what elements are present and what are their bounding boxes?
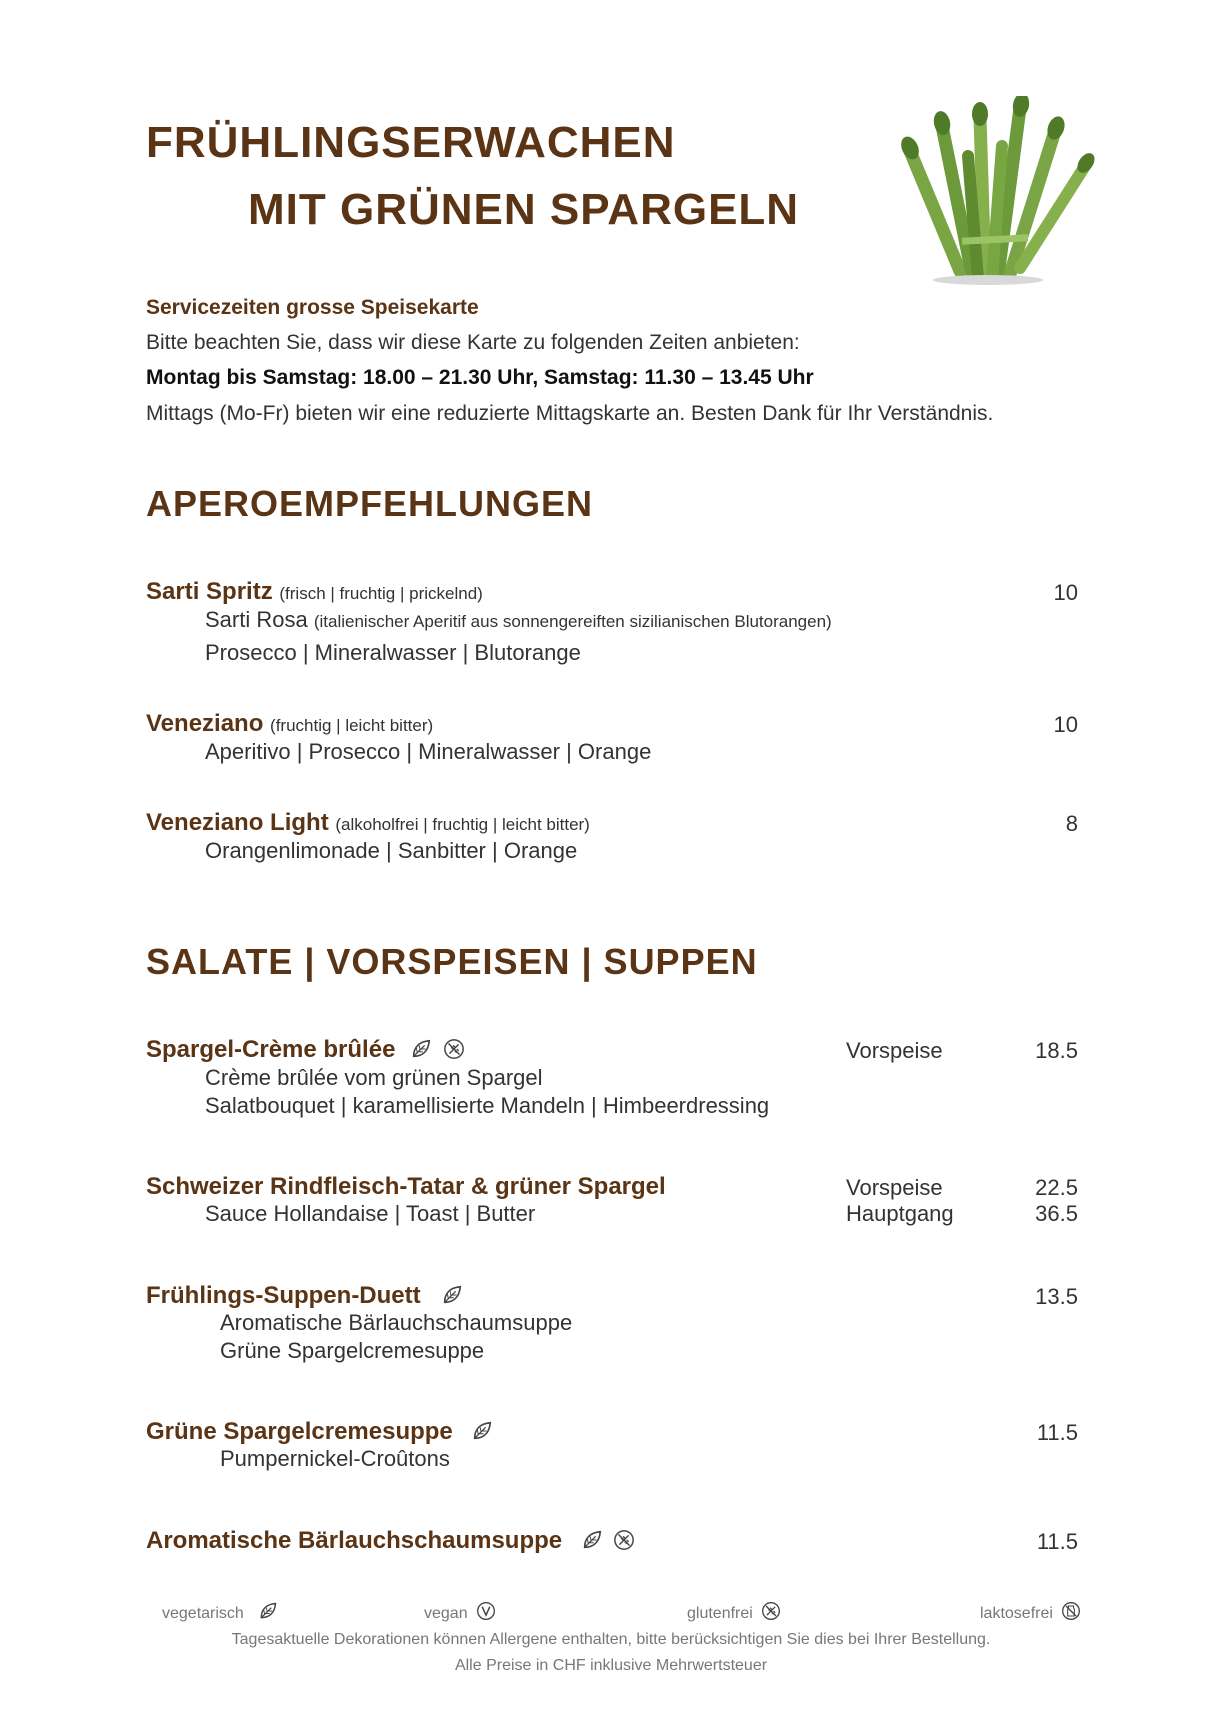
item-price: 11.5 [1036, 1420, 1078, 1445]
menu-item-name [146, 710, 433, 738]
item-ingredients: Aperitivo | Prosecco | Mineralwasser | Orange [205, 739, 652, 764]
item-description: Pumpernickel-Croûtons [220, 1446, 450, 1471]
menu-item-name [146, 1418, 493, 1446]
item-price: 11.5 [1036, 1529, 1078, 1554]
gluten-free-icon [613, 1529, 635, 1551]
item-note: (frisch | fruchtig | prickelnd) [279, 584, 483, 603]
menu-item-name [146, 1527, 635, 1555]
service-line-1: Bitte beachten Sie, dass wir diese Karte zu folgenden Zeiten anbieten: [146, 331, 800, 354]
item-price: 18.5 [1035, 1038, 1078, 1063]
item-price: 36.5 [1035, 1201, 1078, 1226]
vegetarian-leaf-icon [471, 1420, 493, 1442]
item-ingredients: Orangenlimonade | Sanbitter | Orange [205, 838, 578, 863]
item-ingredients: Prosecco | Mineralwasser | Blutorange [205, 640, 581, 665]
lactose-free-icon [1061, 1601, 1081, 1621]
legend-vegetarian [162, 1601, 278, 1623]
item-description-main: Sarti Rosa [205, 607, 308, 632]
item-description-note: (italienischer Aperitif aus sonnengereiften sizilianischen Blutorangen) [313, 612, 832, 631]
allergen-disclaimer: Tagesaktuelle Dekorationen können Allergene enthalten, bitte berücksichtigen Sie dies bei Ihrer Bestellung. [231, 1631, 991, 1648]
service-line-3: Mittags (Mo-Fr) bieten wir eine reduzierte Mittagskarte an. Besten Dank für Ihr Verständnis. [146, 402, 994, 425]
item-course: Hauptgang [846, 1201, 954, 1226]
item-price: 10 [1053, 580, 1078, 605]
menu-item-name: Schweizer Rindfleisch-Tatar & grüner Spargel [146, 1173, 666, 1200]
item-price: 22.5 [1035, 1175, 1078, 1200]
item-price: 8 [1065, 811, 1078, 836]
legend-vegan [424, 1601, 496, 1623]
menu-item-name [146, 578, 483, 606]
section-heading-salate: SALATE | VORSPEISEN | SUPPEN [146, 941, 758, 982]
legend-label: vegan [424, 1605, 468, 1622]
legend-label: laktosefrei [980, 1605, 1053, 1622]
item-title: Veneziano Light [146, 809, 329, 836]
item-description: Aromatische Bärlauchschaumsuppe [220, 1310, 573, 1335]
menu-item-name [146, 1282, 463, 1310]
menu-item-name [146, 809, 590, 837]
item-title: Grüne Spargelcremesuppe [146, 1418, 453, 1445]
item-ingredients: Salatbouquet | karamellisierte Mandeln | Himbeerdressing [205, 1093, 770, 1118]
vegetarian-leaf-icon [410, 1038, 432, 1060]
vegetarian-leaf-icon [581, 1529, 603, 1551]
item-course: Vorspeise [846, 1038, 943, 1063]
item-title: Sarti Spritz [146, 578, 273, 605]
asparagus-bundle-image [880, 96, 1100, 286]
section-heading-apero: APEROEMPFEHLUNGEN [146, 483, 594, 524]
item-description [205, 607, 832, 633]
item-note: (alkoholfrei | fruchtig | leicht bitter) [335, 815, 590, 834]
gluten-free-icon [443, 1038, 465, 1060]
legend-glutenfree [687, 1601, 781, 1623]
item-course: Vorspeise [846, 1175, 943, 1200]
item-ingredients: Sauce Hollandaise | Toast | Butter [205, 1201, 536, 1226]
item-title: Veneziano [146, 710, 264, 737]
menu-item-name [146, 1036, 465, 1064]
item-note: (fruchtig | leicht bitter) [270, 716, 434, 735]
service-heading: Servicezeiten grosse Speisekarte [146, 296, 479, 319]
vegan-icon [476, 1601, 496, 1621]
item-price: 10 [1053, 712, 1078, 737]
vegetarian-leaf-icon [441, 1284, 463, 1306]
item-title: Frühlings-Suppen-Duett [146, 1282, 421, 1309]
page-title-line1: FRÜHLINGSERWACHEN [146, 118, 676, 167]
item-description: Grüne Spargelcremesuppe [220, 1338, 485, 1363]
vegetarian-leaf-icon [258, 1601, 278, 1621]
item-price: 13.5 [1035, 1284, 1078, 1309]
item-title: Spargel-Crème brûlée [146, 1036, 396, 1063]
item-title: Aromatische Bärlauchschaumsuppe [146, 1527, 563, 1554]
legend-label: glutenfrei [687, 1605, 753, 1622]
legend-lactosefree [980, 1601, 1081, 1623]
price-note: Alle Preise in CHF inklusive Mehrwertsteuer [454, 1657, 768, 1674]
page-title-line2: MIT GRÜNEN SPARGELN [248, 185, 800, 234]
service-hours: Montag bis Samstag: 18.00 – 21.30 Uhr, Samstag: 11.30 – 13.45 Uhr [146, 366, 814, 389]
legend-label: vegetarisch [162, 1605, 244, 1622]
item-description: Crème brûlée vom grünen Spargel [205, 1065, 543, 1090]
gluten-free-icon [761, 1601, 781, 1621]
